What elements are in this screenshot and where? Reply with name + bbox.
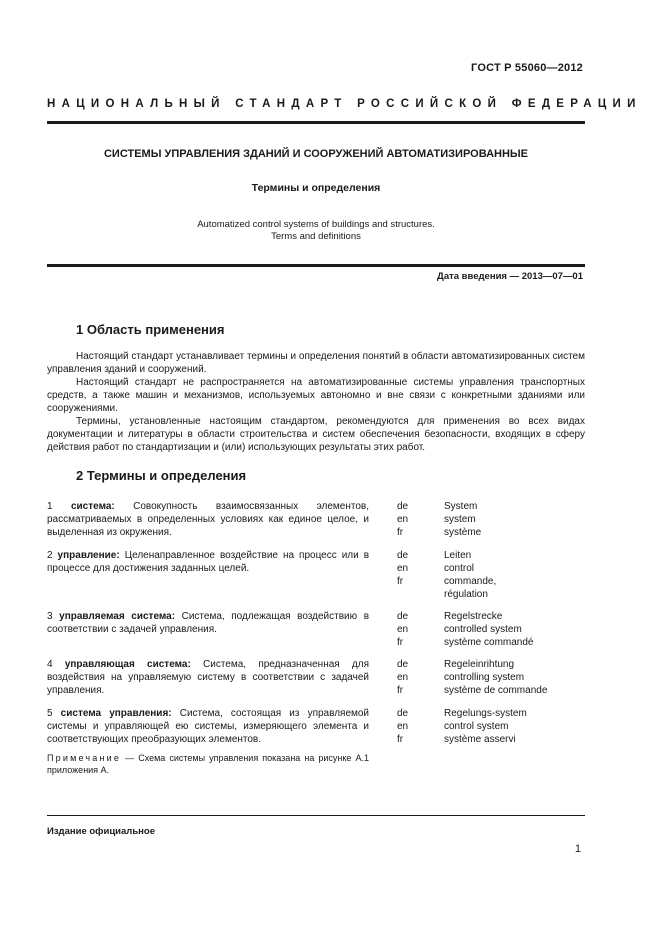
equivalent-de: System xyxy=(444,501,478,512)
equivalent-fr: système xyxy=(444,527,482,538)
lang-en: en xyxy=(397,721,409,732)
language-codes xyxy=(397,549,437,588)
equivalent-en: controlling system xyxy=(444,672,525,683)
equivalent-en: controlled system xyxy=(444,624,522,635)
lang-en: en xyxy=(397,514,409,525)
english-title-line2: Terms and definitions xyxy=(271,231,361,242)
term-entry xyxy=(47,658,369,697)
title-rule xyxy=(47,264,585,267)
term-entry xyxy=(47,549,369,575)
term-name: система управления: xyxy=(60,708,172,719)
term-definition: Совокупность взаимосвязанных элементов, рассматриваемых в определенных условиях как единое целое, и выделенная из окружения. xyxy=(47,501,369,538)
equivalent-fr: système de commande xyxy=(444,685,548,696)
paragraph: Настоящий стандарт не распространяется на автоматизированные системы управления транспортных средств, а также машин и механизмов, используемых автономно и вне связи с конкретными зданиями или сооружениями. xyxy=(47,377,585,414)
lang-de: de xyxy=(397,611,409,622)
section1-body xyxy=(47,350,585,454)
term-name: управляемая система: xyxy=(59,611,176,622)
term-equivalents xyxy=(444,658,604,697)
term-definition: Система, подлежащая воздействию в соответствии с задачей управления. xyxy=(47,611,370,635)
term-number: 2 xyxy=(47,550,53,561)
lang-de: de xyxy=(397,550,409,561)
term-definition: Система, предназначенная для воздействия на управляемую систему в соответствии с задачей управления. xyxy=(47,659,370,696)
lang-de: de xyxy=(397,708,409,719)
equivalent-de: Regeleinrihtung xyxy=(444,659,515,670)
lang-fr: fr xyxy=(397,734,404,745)
term-equivalents xyxy=(444,610,604,649)
term-definition: Целенаправленное воздействие на процесс или в процессе для достижения заданных целей. xyxy=(47,550,370,574)
paragraph: Термины, установленные настоящим стандартом, рекомендуются для применения во всех видах документации и литературы в области строительства и систем обеспечения безопасности, входящих в сферу действия работ по стандартизации и (или) использующих результаты этих работ. xyxy=(47,416,585,453)
language-codes xyxy=(397,610,437,649)
term-entry xyxy=(47,707,369,746)
term-definition: Система, состоящая из управляемой системы и управляющей ею системы, измеряющего элемента и соответствующих преобразующих элементов. xyxy=(47,708,370,745)
lang-en: en xyxy=(397,624,409,635)
term-number: 5 xyxy=(47,708,53,719)
equivalent-fr: commande, xyxy=(444,576,497,587)
equivalent-fr: système asservi xyxy=(444,734,516,745)
term-entry xyxy=(47,610,369,636)
note-text: — Схема системы управления показана на рисунке А.1 приложения А. xyxy=(47,753,369,775)
lang-en: en xyxy=(397,563,409,574)
equivalent-de: Regelstrecke xyxy=(444,611,503,622)
footer-rule xyxy=(47,815,585,816)
equivalent-en: control xyxy=(444,563,475,574)
note-label: Примечание xyxy=(47,753,122,763)
term-name: управляющая система: xyxy=(64,659,191,670)
standard-title: СИСТЕМЫ УПРАВЛЕНИЯ ЗДАНИЙ И СООРУЖЕНИЙ АВТОМАТИЗИРОВАННЫЕ xyxy=(103,148,529,160)
term-name: управление: xyxy=(57,550,120,561)
language-codes xyxy=(397,707,437,746)
official-edition-label: Издание официальное xyxy=(47,826,155,837)
equivalent-de: Regelungs-system xyxy=(444,708,527,719)
document-number: ГОСТ Р 55060—2012 xyxy=(471,62,583,74)
introduction-date: Дата введения — 2013—07—01 xyxy=(437,271,583,282)
note xyxy=(47,752,369,776)
equivalent-en: control system xyxy=(444,721,509,732)
lang-fr: fr xyxy=(397,576,404,587)
section2-heading: 2 Термины и определения xyxy=(76,468,247,483)
section1-heading: 1 Область применения xyxy=(76,322,225,337)
equivalent-fr: système commandé xyxy=(444,637,534,648)
lang-fr: fr xyxy=(397,637,404,648)
term-number: 3 xyxy=(47,611,53,622)
equivalent-de: Leiten xyxy=(444,550,472,561)
english-title xyxy=(47,219,585,243)
equivalent-en: system xyxy=(444,514,476,525)
paragraph: Настоящий стандарт устанавливает термины и определения понятий в области автоматизированных систем управления зданий и сооружений. xyxy=(47,351,585,375)
term-number: 1 xyxy=(47,501,53,512)
term-entry xyxy=(47,500,369,539)
standard-subtitle: Термины и определения xyxy=(251,182,381,194)
language-codes xyxy=(397,500,437,539)
lang-en: en xyxy=(397,672,409,683)
lang-de: de xyxy=(397,501,409,512)
english-title-line1: Automatized control systems of buildings and structures. xyxy=(197,219,435,230)
lang-fr: fr xyxy=(397,685,404,696)
term-equivalents xyxy=(444,549,604,601)
national-standard-banner: НАЦИОНАЛЬНЫЙ СТАНДАРТ РОССИЙСКОЙ ФЕДЕРАЦИИ xyxy=(47,98,642,110)
page-number: 1 xyxy=(574,843,581,855)
language-codes xyxy=(397,658,437,697)
header-rule xyxy=(47,121,585,124)
equivalent-fr-alt: régulation xyxy=(444,589,488,600)
lang-fr: fr xyxy=(397,527,404,538)
lang-de: de xyxy=(397,659,409,670)
term-name: система: xyxy=(70,501,115,512)
term-number: 4 xyxy=(47,659,53,670)
term-equivalents xyxy=(444,707,604,746)
term-equivalents xyxy=(444,500,604,539)
